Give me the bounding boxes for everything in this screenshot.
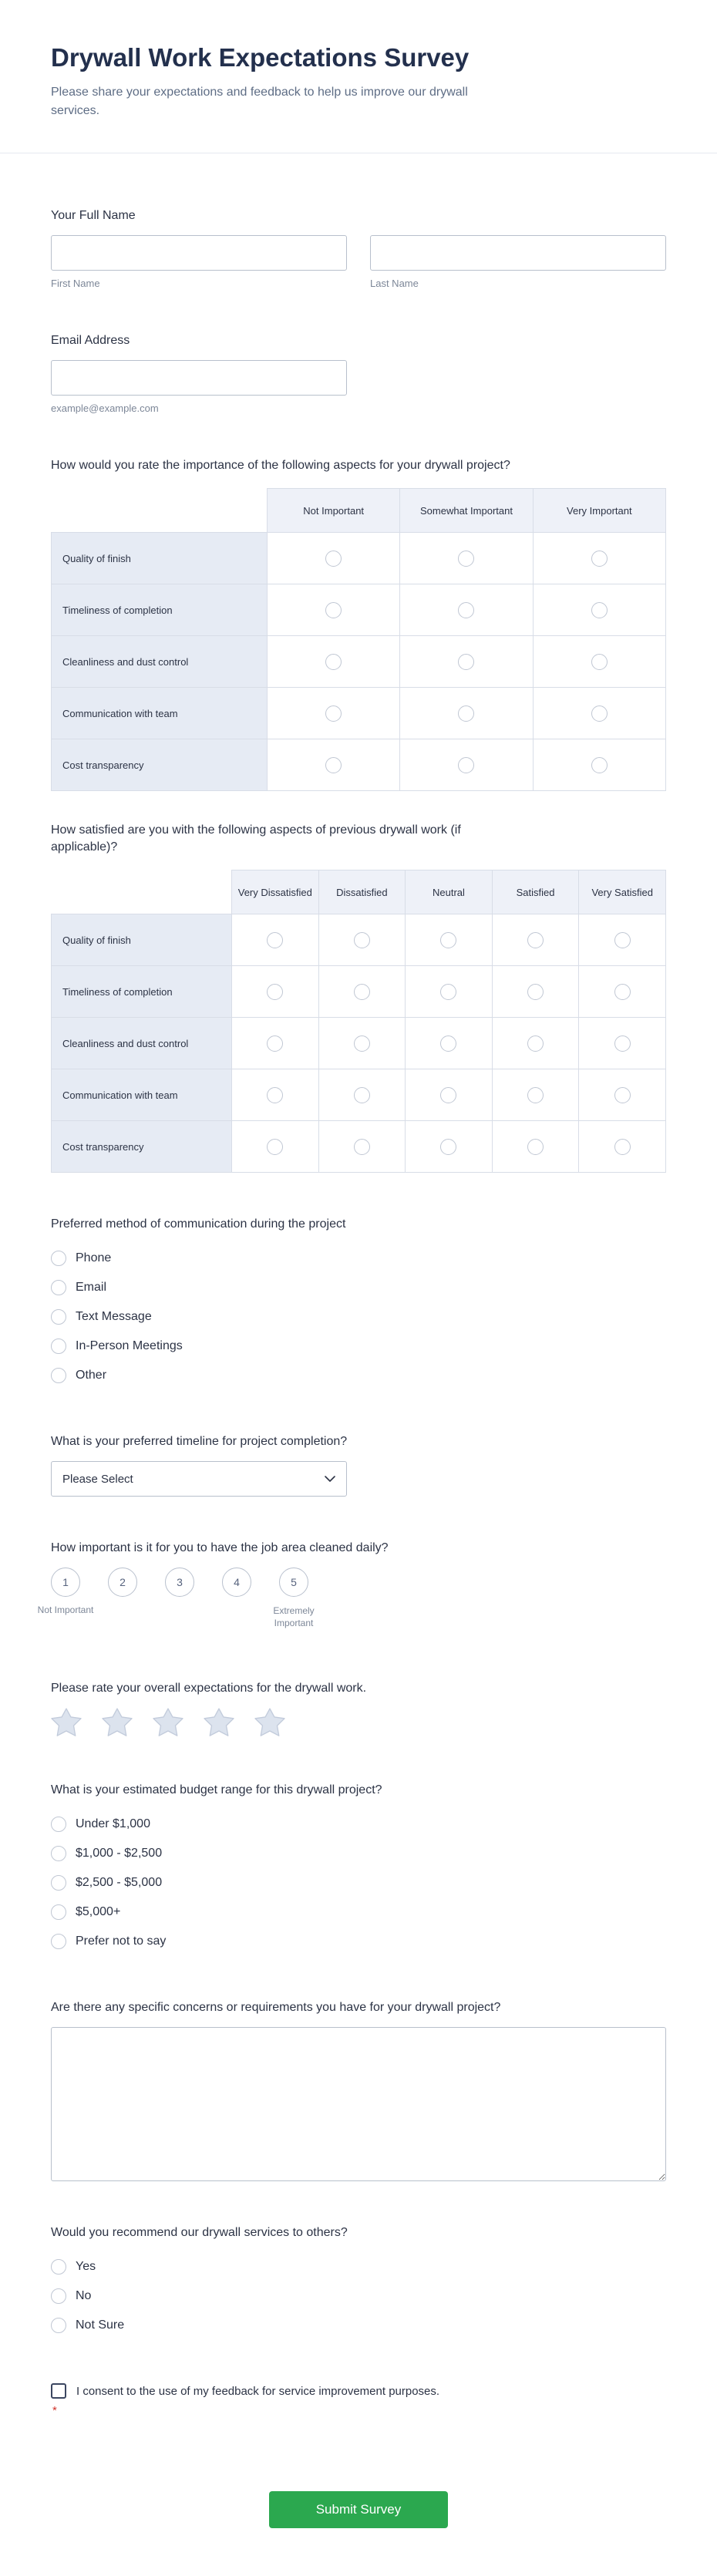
radio-button[interactable] bbox=[51, 1904, 66, 1920]
radio-button[interactable] bbox=[614, 1035, 631, 1052]
matrix-cell bbox=[268, 688, 400, 739]
concerns-question: Are there any specific concerns or requirements you have for your drywall project? bbox=[51, 2001, 501, 2014]
matrix-cell bbox=[406, 966, 493, 1018]
matrix-cell bbox=[533, 533, 665, 584]
communication-field bbox=[51, 1216, 666, 1390]
radio-button[interactable] bbox=[51, 1934, 66, 1949]
matrix-row-label: Quality of finish bbox=[52, 914, 232, 966]
radio-button[interactable] bbox=[51, 1251, 66, 1266]
radio-button[interactable] bbox=[591, 705, 608, 722]
budget-question: What is your estimated budget range for this drywall project? bbox=[51, 1783, 382, 1796]
radio-option bbox=[51, 1332, 666, 1361]
radio-option-label: Email bbox=[76, 1281, 107, 1294]
radio-button[interactable] bbox=[458, 654, 474, 670]
matrix-row-label: Communication with team bbox=[52, 688, 268, 739]
form-subtitle: Please share your expectations and feedback to help us improve our drywall services. bbox=[51, 86, 468, 117]
submit-button[interactable]: Submit Survey bbox=[269, 2491, 448, 2528]
radio-button[interactable] bbox=[614, 932, 631, 948]
matrix-cell bbox=[318, 1018, 406, 1069]
matrix-column-header: Neutral bbox=[406, 870, 493, 914]
matrix-cell bbox=[579, 1121, 666, 1173]
matrix-row-label: Communication with team bbox=[52, 1069, 232, 1121]
matrix-cell bbox=[318, 1121, 406, 1173]
matrix-row bbox=[52, 584, 666, 636]
radio-option-label: Under $1,000 bbox=[76, 1817, 150, 1830]
radio-button[interactable] bbox=[354, 1087, 370, 1103]
radio-option-label: Prefer not to say bbox=[76, 1935, 167, 1948]
radio-option-label: Other bbox=[76, 1369, 107, 1382]
matrix-cell bbox=[579, 914, 666, 966]
radio-button[interactable] bbox=[51, 1339, 66, 1354]
radio-option bbox=[51, 1927, 666, 1956]
last-name-sublabel: Last Name bbox=[370, 278, 419, 289]
matrix-cell bbox=[492, 1121, 579, 1173]
radio-option bbox=[51, 2311, 666, 2340]
satisfaction-matrix-question: How satisfied are you with the following aspects of previous drywall work (if applicable)? bbox=[51, 823, 461, 854]
radio-button[interactable] bbox=[458, 602, 474, 618]
star-icon[interactable] bbox=[102, 1708, 133, 1739]
recommend-options bbox=[51, 2252, 666, 2340]
matrix-row-label: Cleanliness and dust control bbox=[52, 1018, 232, 1069]
matrix-cell bbox=[406, 1069, 493, 1121]
matrix-cell bbox=[400, 584, 533, 636]
scale-min-label: Not Important bbox=[37, 1605, 94, 1615]
matrix-row-label: Cost transparency bbox=[52, 1121, 232, 1173]
radio-button[interactable] bbox=[614, 984, 631, 1000]
matrix-column-header: Somewhat Important bbox=[400, 489, 533, 533]
radio-option bbox=[51, 1244, 666, 1273]
radio-button[interactable] bbox=[614, 1139, 631, 1155]
matrix-row bbox=[52, 966, 666, 1018]
matrix-cell bbox=[232, 1018, 319, 1069]
matrix-cell bbox=[579, 1018, 666, 1069]
matrix-cell bbox=[492, 966, 579, 1018]
radio-button[interactable] bbox=[325, 602, 342, 618]
radio-option bbox=[51, 1302, 666, 1332]
matrix-cell bbox=[318, 914, 406, 966]
radio-option bbox=[51, 1868, 666, 1897]
matrix-cell bbox=[400, 739, 533, 791]
scale-option-4[interactable]: 4 bbox=[222, 1567, 251, 1597]
radio-button[interactable] bbox=[267, 1087, 283, 1103]
consent-label: I consent to the use of my feedback for service improvement purposes. bbox=[76, 2384, 440, 2398]
matrix-column-header: Very Satisfied bbox=[579, 870, 666, 914]
matrix-cell bbox=[492, 1018, 579, 1069]
matrix-row-label: Cleanliness and dust control bbox=[52, 636, 268, 688]
radio-option bbox=[51, 1897, 666, 1927]
matrix-cell bbox=[533, 584, 665, 636]
scale-option-1[interactable]: 1 bbox=[51, 1567, 80, 1597]
email-sublabel: example@example.com bbox=[51, 402, 159, 414]
matrix-cell bbox=[318, 1069, 406, 1121]
radio-button[interactable] bbox=[591, 757, 608, 773]
radio-button[interactable] bbox=[267, 1139, 283, 1155]
full-name-label: Your Full Name bbox=[51, 209, 136, 222]
radio-button[interactable] bbox=[267, 932, 283, 948]
radio-option-label: Not Sure bbox=[76, 2318, 125, 2332]
matrix-cell bbox=[579, 966, 666, 1018]
matrix-cell bbox=[268, 636, 400, 688]
star-rating bbox=[51, 1708, 666, 1739]
radio-button[interactable] bbox=[325, 551, 342, 567]
scale-option-2[interactable]: 2 bbox=[108, 1567, 137, 1597]
matrix-cell bbox=[400, 688, 533, 739]
consent-field bbox=[51, 2383, 666, 2417]
radio-option-label: $1,000 - $2,500 bbox=[76, 1847, 163, 1860]
matrix-cell bbox=[579, 1069, 666, 1121]
last-name-input[interactable] bbox=[370, 235, 666, 271]
first-name-sublabel: First Name bbox=[51, 278, 100, 289]
communication-options bbox=[51, 1244, 666, 1390]
recommend-field bbox=[51, 2224, 666, 2340]
matrix-row-label: Quality of finish bbox=[52, 533, 268, 584]
matrix-cell bbox=[492, 914, 579, 966]
star-icon[interactable] bbox=[254, 1708, 285, 1739]
matrix-row bbox=[52, 533, 666, 584]
concerns-field bbox=[51, 1999, 666, 2181]
matrix-cell bbox=[268, 584, 400, 636]
budget-options bbox=[51, 1810, 666, 1956]
radio-button[interactable] bbox=[458, 551, 474, 567]
matrix-cell bbox=[232, 1121, 319, 1173]
matrix-column-header: Not Important bbox=[268, 489, 400, 533]
timeline-field bbox=[51, 1433, 666, 1497]
matrix-cell bbox=[406, 914, 493, 966]
matrix-cell bbox=[492, 1069, 579, 1121]
matrix-row bbox=[52, 914, 666, 966]
radio-button[interactable] bbox=[614, 1087, 631, 1103]
matrix-cell bbox=[232, 914, 319, 966]
radio-option-label: $2,500 - $5,000 bbox=[76, 1876, 163, 1889]
radio-button[interactable] bbox=[440, 984, 456, 1000]
form-header bbox=[0, 0, 717, 153]
radio-option-label: Text Message bbox=[76, 1310, 152, 1323]
timeline-select[interactable] bbox=[51, 1461, 347, 1497]
matrix-corner-cell bbox=[52, 489, 268, 533]
email-label: Email Address bbox=[51, 334, 130, 347]
concerns-textarea[interactable] bbox=[51, 2027, 666, 2181]
radio-button[interactable] bbox=[440, 1035, 456, 1052]
radio-option bbox=[51, 1839, 666, 1868]
matrix-cell bbox=[232, 1069, 319, 1121]
radio-button[interactable] bbox=[458, 757, 474, 773]
radio-button[interactable] bbox=[51, 1846, 66, 1861]
matrix-cell bbox=[400, 533, 533, 584]
importance-matrix-question: How would you rate the importance of the following aspects for your drywall project? bbox=[51, 459, 510, 472]
cleaning-scale-question: How important is it for you to have the job area cleaned daily? bbox=[51, 1541, 389, 1554]
satisfaction-matrix-field bbox=[51, 822, 666, 1173]
form-title: Drywall Work Expectations Survey bbox=[51, 43, 470, 72]
radio-button[interactable] bbox=[325, 757, 342, 773]
matrix-column-header: Very Dissatisfied bbox=[232, 870, 319, 914]
satisfaction-matrix-table bbox=[51, 870, 666, 1173]
last-name-group bbox=[370, 235, 666, 289]
chevron-down-icon bbox=[325, 1473, 335, 1486]
radio-option-label: $5,000+ bbox=[76, 1905, 121, 1918]
matrix-row bbox=[52, 636, 666, 688]
matrix-row-label: Timeliness of completion bbox=[52, 584, 268, 636]
matrix-cell bbox=[318, 966, 406, 1018]
radio-button[interactable] bbox=[440, 1139, 456, 1155]
importance-matrix-table bbox=[51, 488, 666, 791]
matrix-cell bbox=[533, 739, 665, 791]
first-name-input[interactable] bbox=[51, 235, 347, 271]
radio-button[interactable] bbox=[325, 654, 342, 670]
matrix-cell bbox=[406, 1018, 493, 1069]
consent-checkbox[interactable] bbox=[51, 2383, 66, 2399]
radio-option-label: In-Person Meetings bbox=[76, 1339, 183, 1352]
matrix-row bbox=[52, 739, 666, 791]
communication-question: Preferred method of communication during the project bbox=[51, 1217, 346, 1231]
timeline-select-value: Please Select bbox=[62, 1472, 133, 1486]
matrix-row bbox=[52, 1121, 666, 1173]
radio-option bbox=[51, 2252, 666, 2281]
radio-button[interactable] bbox=[354, 1139, 370, 1155]
scale-option-5[interactable]: 5 bbox=[279, 1567, 308, 1597]
radio-option-label: Yes bbox=[76, 2260, 96, 2273]
matrix-cell bbox=[268, 739, 400, 791]
radio-button[interactable] bbox=[267, 984, 283, 1000]
submit-area bbox=[51, 2491, 666, 2528]
matrix-column-header: Very Important bbox=[533, 489, 665, 533]
overall-rating-field bbox=[51, 1680, 666, 1739]
importance-matrix-field bbox=[51, 457, 666, 791]
radio-button[interactable] bbox=[51, 1817, 66, 1832]
recommend-question: Would you recommend our drywall services to others? bbox=[51, 2226, 348, 2239]
radio-button[interactable] bbox=[325, 705, 342, 722]
radio-option bbox=[51, 1361, 666, 1390]
matrix-row-label: Timeliness of completion bbox=[52, 966, 232, 1018]
required-asterisk: * bbox=[52, 2404, 57, 2417]
radio-button[interactable] bbox=[527, 1035, 544, 1052]
radio-option-label: Phone bbox=[76, 1251, 112, 1264]
radio-option bbox=[51, 1273, 666, 1302]
matrix-cell bbox=[232, 966, 319, 1018]
radio-option bbox=[51, 1810, 666, 1839]
star-icon[interactable] bbox=[153, 1708, 183, 1739]
radio-button[interactable] bbox=[51, 2288, 66, 2304]
matrix-cell bbox=[268, 533, 400, 584]
matrix-cell bbox=[406, 1121, 493, 1173]
radio-option-label: No bbox=[76, 2289, 92, 2302]
radio-button[interactable] bbox=[440, 1087, 456, 1103]
cleaning-scale-field bbox=[37, 1540, 666, 1637]
radio-button[interactable] bbox=[51, 2318, 66, 2333]
matrix-cell bbox=[533, 688, 665, 739]
radio-button[interactable] bbox=[354, 932, 370, 948]
overall-rating-question: Please rate your overall expectations for the drywall work. bbox=[51, 1682, 367, 1695]
radio-button[interactable] bbox=[51, 1280, 66, 1295]
scale-max-label: Extremely Important bbox=[273, 1605, 315, 1628]
radio-button[interactable] bbox=[51, 1368, 66, 1383]
matrix-row bbox=[52, 1069, 666, 1121]
scale-row bbox=[51, 1567, 666, 1597]
matrix-cell bbox=[533, 636, 665, 688]
radio-button[interactable] bbox=[591, 602, 608, 618]
matrix-row bbox=[52, 688, 666, 739]
radio-button[interactable] bbox=[354, 984, 370, 1000]
matrix-row-label: Cost transparency bbox=[52, 739, 268, 791]
star-icon[interactable] bbox=[204, 1708, 234, 1739]
radio-button[interactable] bbox=[591, 551, 608, 567]
scale-option-3[interactable]: 3 bbox=[165, 1567, 194, 1597]
first-name-group bbox=[51, 235, 347, 289]
email-field bbox=[51, 332, 666, 414]
radio-button[interactable] bbox=[591, 654, 608, 670]
radio-button[interactable] bbox=[267, 1035, 283, 1052]
radio-button[interactable] bbox=[527, 1087, 544, 1103]
radio-button[interactable] bbox=[527, 1139, 544, 1155]
radio-button[interactable] bbox=[458, 705, 474, 722]
radio-button[interactable] bbox=[51, 2259, 66, 2275]
radio-button[interactable] bbox=[440, 932, 456, 948]
matrix-column-header: Dissatisfied bbox=[318, 870, 406, 914]
radio-option bbox=[51, 2281, 666, 2311]
matrix-cell bbox=[400, 636, 533, 688]
radio-button[interactable] bbox=[51, 1309, 66, 1325]
radio-button[interactable] bbox=[527, 932, 544, 948]
scale-labels bbox=[37, 1605, 666, 1637]
email-input[interactable] bbox=[51, 360, 347, 396]
form-body bbox=[0, 153, 717, 2576]
radio-button[interactable] bbox=[527, 984, 544, 1000]
timeline-question: What is your preferred timeline for project completion? bbox=[51, 1435, 348, 1448]
full-name-field bbox=[51, 207, 666, 289]
star-icon[interactable] bbox=[51, 1708, 82, 1739]
radio-button[interactable] bbox=[51, 1875, 66, 1891]
matrix-row bbox=[52, 1018, 666, 1069]
radio-button[interactable] bbox=[354, 1035, 370, 1052]
budget-field bbox=[51, 1782, 666, 1956]
matrix-column-header: Satisfied bbox=[492, 870, 579, 914]
matrix-corner-cell bbox=[52, 870, 232, 914]
